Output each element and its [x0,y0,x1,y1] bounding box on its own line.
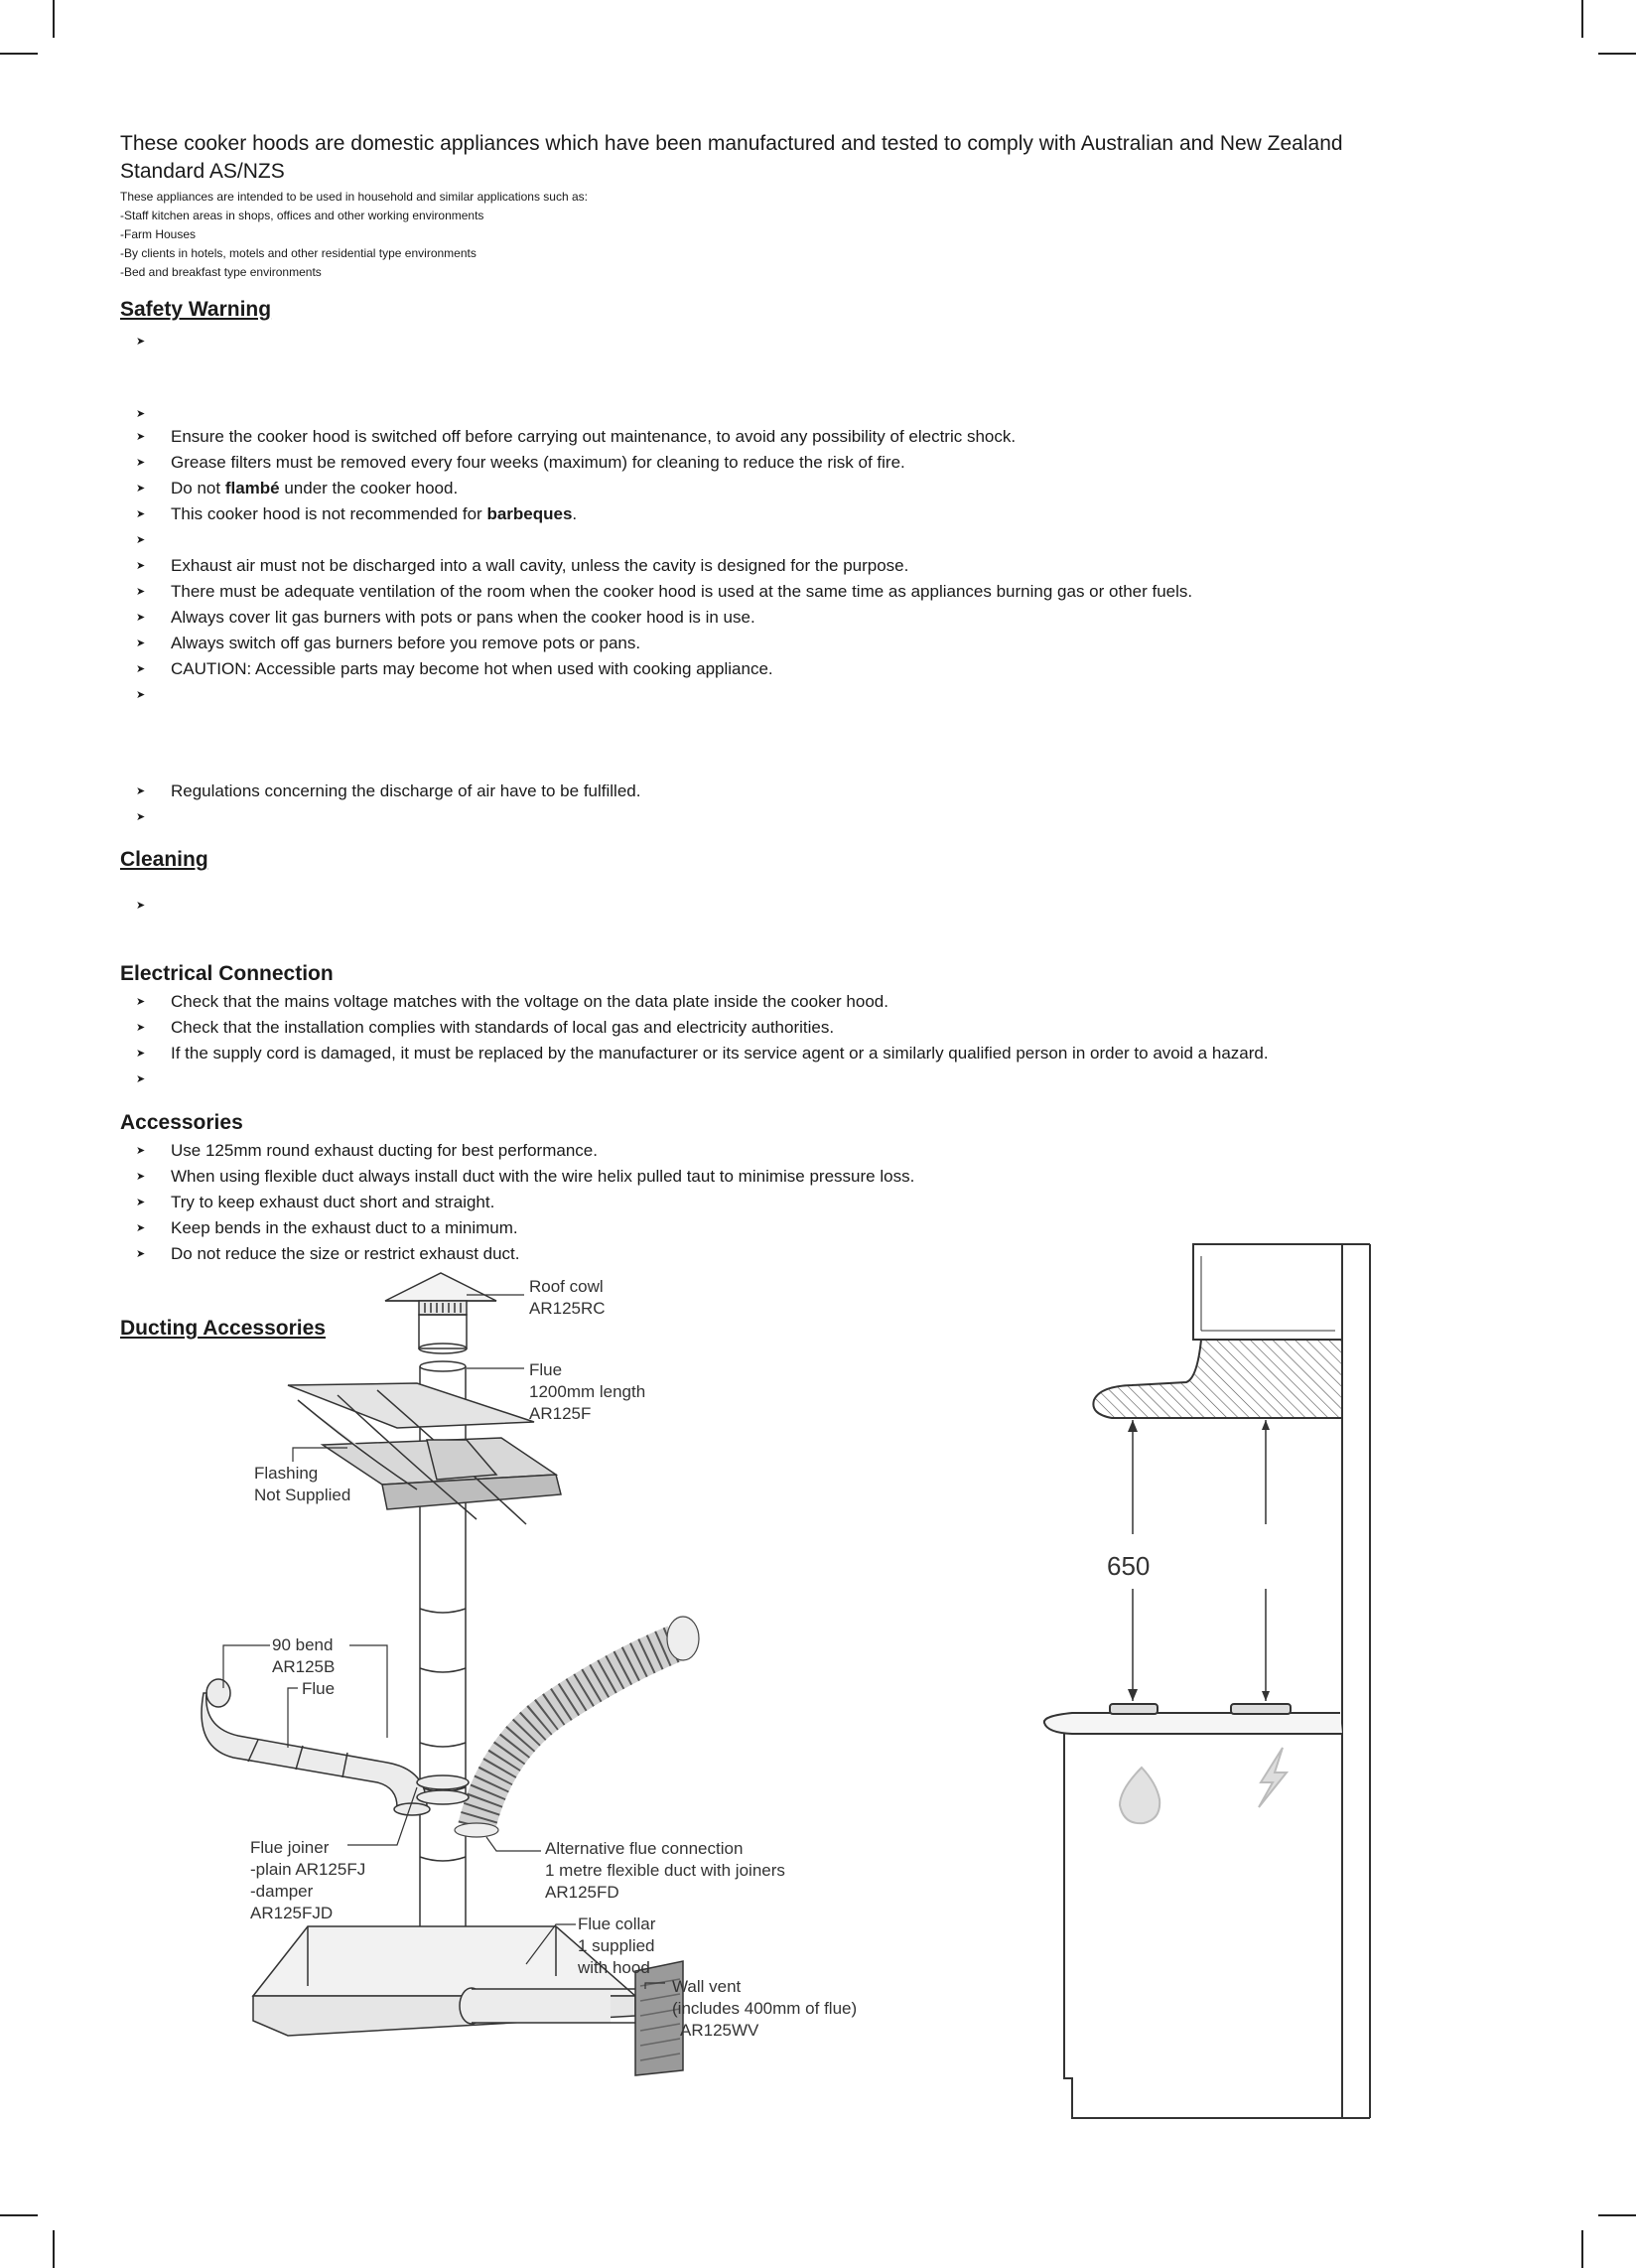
arrowhead-bullet-icon: ➤ [136,900,146,912]
applications-item: These appliances are intended to be used in household and similar applications such as: [120,190,588,204]
electrical-heading: Electrical Connection [120,962,334,985]
intro-line-2: Standard AS/NZS [120,160,285,183]
arrowhead-bullet-icon: ➤ [136,431,146,443]
clearance-value: 650 [1107,1551,1151,1581]
upper-cabinet [1193,1244,1342,1340]
flambe-bold: flambé [224,479,280,497]
barbeques-text: This cooker hood is not recommended for [171,504,487,523]
arrowhead-bullet-icon: ➤ [136,483,146,495]
applications-item: -Farm Houses [120,227,197,241]
cooktop-section [1044,1713,1342,1734]
arrowhead-bullet-icon: ➤ [136,408,146,420]
flame-icon [1120,1768,1159,1823]
arrowhead-bullet-icon: ➤ [136,560,146,572]
arrowhead-bullet-icon: ➤ [136,1197,146,1208]
ducting-heading: Ducting Accessories [120,1317,326,1340]
arrowhead-bullet-icon: ➤ [136,1048,146,1060]
arrowhead-bullet-icon: ➤ [136,1248,146,1260]
flashing-label: Flashing Not Supplied [254,1464,351,1504]
arrowhead-bullet-icon: ➤ [136,638,146,649]
arrowhead-bullet-icon: ➤ [136,586,146,598]
arrowhead-bullet-icon: ➤ [136,1222,146,1234]
arrowhead-bullet-icon: ➤ [136,811,146,823]
accessories-heading: Accessories [120,1111,243,1134]
alternative-connection-label: Alternative flue connection 1 metre flexible duct with joiners AR125FD [545,1839,785,1902]
applications-item: -By clients in hotels, motels and other residential type environments [120,246,477,260]
flue-collar-label: Flue collar 1 supplied with hood [578,1914,656,1977]
flue-label: Flue 1200mm length AR125F [529,1360,646,1423]
barbeques-rest: . [572,504,578,523]
flue-joiner-label: Flue joiner -plain AR125FJ -damper AR125FJD [250,1838,366,1922]
arrowhead-bullet-icon: ➤ [136,785,146,797]
barbeques-bold: barbeques [486,504,573,523]
arrowhead-bullet-icon: ➤ [136,508,146,520]
flambe-text: Do not [171,479,225,497]
base-cabinet [1064,1734,1370,2118]
arrowhead-bullet-icon: ➤ [136,534,146,546]
roof-cowl-label: Roof cowl AR125RC [529,1277,606,1318]
applications-item: -Staff kitchen areas in shops, offices and other working environments [120,209,484,222]
electricity-icon [1259,1748,1287,1807]
flambe-rest: under the cooker hood. [279,479,459,497]
arrowhead-bullet-icon: ➤ [136,689,146,701]
intro-line-1: These cooker hoods are domestic appliances which have been manufactured and tested to comply with Australian and New Zealand [120,132,1343,155]
cleaning-heading: Cleaning [120,848,208,871]
applications-item: -Bed and breakfast type environments [120,265,322,279]
arrowhead-bullet-icon: ➤ [136,612,146,624]
arrowhead-bullet-icon: ➤ [136,1171,146,1183]
arrowhead-bullet-icon: ➤ [136,996,146,1008]
arrowhead-bullet-icon: ➤ [136,336,146,348]
bend-label: 90 bend AR125B Flue [272,1635,336,1698]
arrowhead-bullet-icon: ➤ [136,1145,146,1157]
range-hood-section [1093,1340,1342,1418]
arrowhead-bullet-icon: ➤ [136,663,146,675]
arrowhead-bullet-icon: ➤ [136,1073,146,1085]
arrowhead-bullet-icon: ➤ [136,457,146,469]
arrowhead-bullet-icon: ➤ [136,1022,146,1034]
wall-vent-label: Wall vent (includes 400mm of flue) AR125WV [672,1977,858,2040]
safety-heading: Safety Warning [120,298,272,321]
